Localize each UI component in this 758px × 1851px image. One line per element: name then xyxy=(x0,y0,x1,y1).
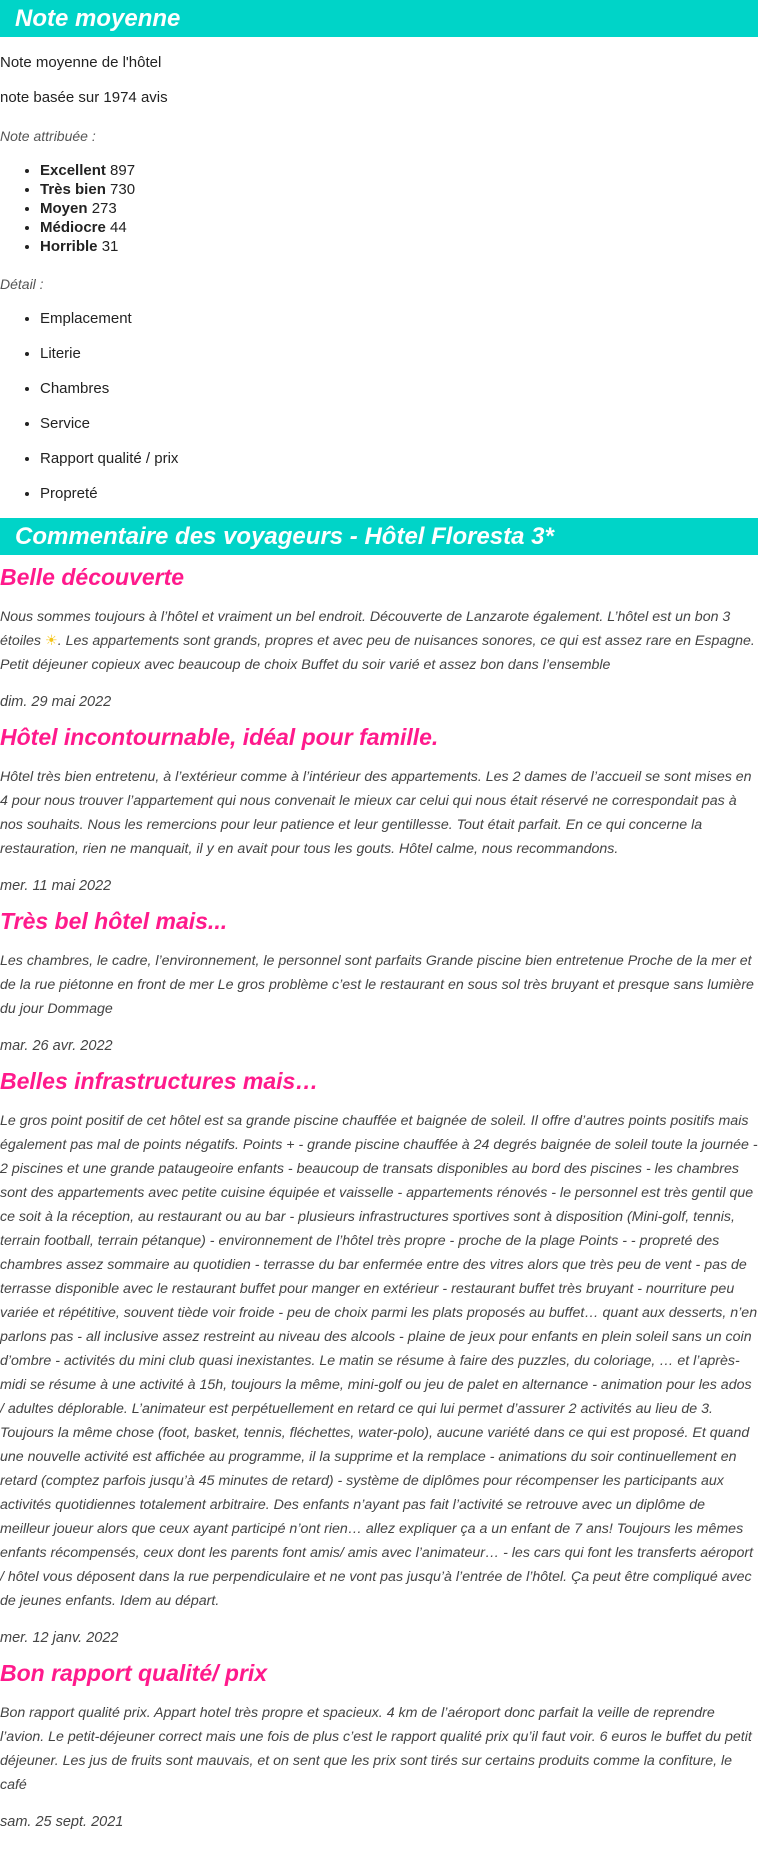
review-date: mer. 12 janv. 2022 xyxy=(0,1630,119,1646)
review-title: Belle découverte xyxy=(0,564,185,590)
review-title: Hôtel incontournable, idéal pour famille. xyxy=(0,724,439,750)
review-text: Hôtel très bien entretenu, à l’extérieur comme à l’intérieur des appartements. Les 2 dames de l’accueil se sont mises en 4 pour nous trouver l’appartement qui nous convenait le mieux car celui qui nous était réservé ne correspondait pas à nos souhaits. Nous les remercions pour leur patience et leur gentillesse. Tout était parfait. En ce qui concerne la restauration, rien ne manquait, il y en avait pour tous les gouts. Hôtel calme, nous recommandons. xyxy=(0,769,752,857)
detail-label: Détail : xyxy=(0,276,44,292)
ratings-breakdown xyxy=(0,161,758,256)
review-text: Les chambres, le cadre, l’environnement, le personnel sont parfaits Grande piscine bien entretenue Proche de la mer et de la rue piétonne en front de mer Le gros problème c’est le restaurant en sous sol très bruyant et presque sans lumière du jour Dommage xyxy=(0,953,754,1017)
review-text: Nous sommes toujours à l’hôtel et vraiment un bel endroit. Découverte de Lanzarote également. L’hôtel est un bon 3 étoiles ☀. Les appartements sont grands, propres et avec peu de nuisances sonores, ce qui est assez rare en Espagne. Petit déjeuner copieux avec beaucoup de choix Buffet du soir varié et assez bon dans l’ensemble xyxy=(0,609,755,673)
reviews-heading: Commentaire des voyageurs - Hôtel Floresta 3* xyxy=(0,518,758,555)
rating-tres-bien: • Très bien 730 xyxy=(40,180,758,199)
review-count: note basée sur 1974 avis xyxy=(0,89,168,106)
average-rating-label: Note moyenne de l'hôtel xyxy=(0,54,162,71)
detail-item: • Emplacement xyxy=(40,309,758,329)
rating-horrible: • Horrible 31 xyxy=(40,237,758,256)
rating-excellent: • Excellent 897 xyxy=(40,161,758,180)
review-title: Bon rapport qualité/ prix xyxy=(0,1660,268,1686)
average-rating-heading: Note moyenne xyxy=(0,0,758,37)
detail-item: • Service xyxy=(40,414,758,434)
rating-moyen: • Moyen 273 xyxy=(40,199,758,218)
ratings-label: Note attribuée : xyxy=(0,128,96,144)
review-date: dim. 29 mai 2022 xyxy=(0,694,112,710)
review-date: mar. 26 avr. 2022 xyxy=(0,1038,113,1054)
review-title: Très bel hôtel mais... xyxy=(0,908,228,934)
review-title: Belles infrastructures mais… xyxy=(0,1068,319,1094)
rating-mediocre: • Médiocre 44 xyxy=(40,218,758,237)
review-date: sam. 25 sept. 2021 xyxy=(0,1814,124,1830)
detail-item: • Propreté xyxy=(40,484,758,504)
detail-list xyxy=(0,309,758,504)
detail-item: • Rapport qualité / prix xyxy=(40,449,758,469)
sun-icon: ☀ xyxy=(44,633,58,649)
detail-item: • Chambres xyxy=(40,379,758,399)
review-date: mer. 11 mai 2022 xyxy=(0,878,112,894)
detail-item: • Literie xyxy=(40,344,758,364)
review-text: Bon rapport qualité prix. Appart hotel très propre et spacieux. 4 km de l’aéroport donc parfait la veille de reprendre l’avion. Le petit-déjeuner correct mais une fois de plus c’est le rapport qualité prix qu’il faut voir. 6 euros le buffet du petit déjeuner. Les jus de fruits sont mauvais, et on sent que les prix sont tirés sur certains produits comme la confiture, le café xyxy=(0,1705,752,1793)
review-text: Le gros point positif de cet hôtel est sa grande piscine chauffée et baignée de soleil. Il offre d’autres points positifs mais également pas mal de points négatifs. Points + - grande piscine chauffée à 24 degrés baignée de soleil toute la journée - 2 piscines et une grande pataugeoire enfants - beaucoup de transats disponibles au bord des piscines - les chambres sont des appartements avec petite cuisine équipée et vaisselle - appartements rénovés - le personnel est très gentil que ce soit à la réception, au restaurant ou au bar - plusieurs infrastructures sportives sont à disposition (Mini-golf, tennis, terrain football, terrain pétanque) - environnement de l’hôtel très propre - proche de la plage Points - - propreté des chambres assez sommaire au quotidien - terrasse du bar enfermée entre des vitres alors que très peu de vent - pas de terrasse disponible avec le restaurant buffet pour manger en extérieur - restaurant buffet très bruyant - nourriture peu variée et répétitive, souvent tiède voir froide - peu de choix parmi les plats proposés au buffet… quant aux desserts, n’en parlons pas - all inclusive assez restreint au niveau des alcools - plaine de jeux pour enfants en plein soleil sans un coin d’ombre - activités du mini club quasi inexistantes. Le matin se résume à faire des puzzles, du coloriage, … et l’après-midi se résume à une activité à 15h, toujours la même, mini-golf ou jeu de palet en alternance - animation pour les ados / adultes déplorable. L’animateur est perpétuellement en retard ce qui lui permet d’assurer 2 activités au lieu de 3. Toujours la même chose (foot, basket, tennis, fléchettes, water-polo), aucune variété dans ce qui est proposé. Et quand une nouvelle activité est affichée au programme, il la supprime et la remplace - animations du soir continuellement en retard (comptez parfois jusqu’à 45 minutes de retard) - système de diplômes pour récompenser les participants aux activités quotidiennes totalement arbitraire. Des enfants n’ayant pas fait l’activité se retrouve avec un diplôme de meilleur joueur alors que ceux ayant participé n’ont rien… allez expliquer ça a un enfant de 7 ans! Toujours les mêmes enfants récompensés, ceux dont les parents font amis/ amis avec l’animateur… - les cars qui font les transferts aéroport / hôtel vous déposent dans la rue perpendiculaire et ne vont pas jusqu’à l’entrée de l’hôtel. Ça peut être compliqué avec de jeunes enfants. Idem au départ. xyxy=(0,1113,758,1609)
